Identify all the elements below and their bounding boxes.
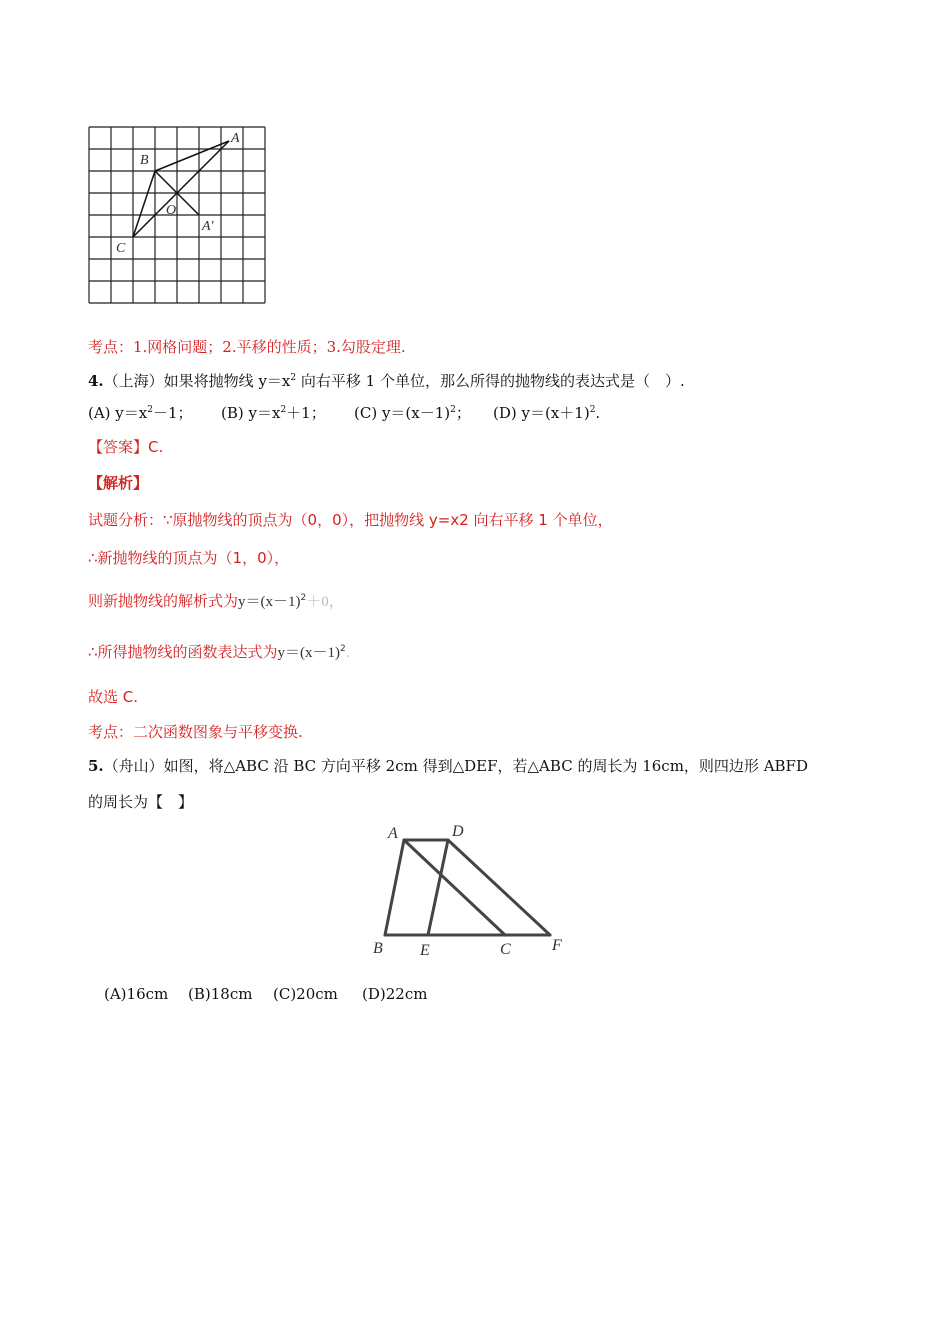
segment-df	[448, 840, 550, 935]
q5-option-a: (A)16cm	[104, 985, 169, 1003]
label-c: C	[500, 941, 511, 958]
q4-analysis-line1: 试题分析：∵原抛物线的顶点为（0，0），把抛物线 y=x2 向右平移 1 个单位，	[88, 511, 613, 529]
label-e: E	[420, 942, 430, 959]
q5-option-b: (B)18cm	[188, 985, 253, 1003]
q4-option-a: (A) $y=x^2-1$；	[88, 404, 193, 422]
q4-key-points: 考点：二次函数图象与平移变换.	[88, 723, 303, 741]
q5-option-c: (C)20cm	[273, 985, 338, 1003]
q4-choose: 故选 C.	[88, 688, 139, 706]
q4-analysis-line2: ∴新抛物线的顶点为（1，0），	[88, 549, 290, 567]
q4-analysis-line3: 则新抛物线的解析式为$y=(x-1)^2+0$，	[88, 592, 344, 610]
label-f: F	[552, 937, 562, 954]
segment-ac	[404, 840, 505, 935]
q4-analysis-line4: ∴所得抛物线的函数表达式为$y=(x-1)^2$.	[88, 643, 350, 661]
q5-stem-line2: 的周长为【 】	[88, 793, 194, 811]
q5-stem-line1: 5.（舟山）如图，将△ABC 沿 BC 方向平移 2cm 得到△DEF，若△ABC 的周长为 16cm，则四边形 ABFD	[88, 757, 808, 775]
label-o: O	[166, 203, 177, 218]
segment-de	[428, 840, 448, 935]
q3-key-points: 考点：1.网格问题；2.平移的性质；3.勾股定理.	[88, 338, 406, 356]
label-b: B	[140, 153, 149, 168]
q4-number: 4.	[88, 372, 104, 390]
label-a-prime: A′	[202, 219, 214, 234]
q4-option-c: (C) $y=(x-1)^2$；	[354, 404, 471, 422]
grid-lines	[89, 127, 265, 303]
label-b: B	[373, 940, 383, 957]
q4-analysis-title: 【解析】	[88, 474, 149, 492]
grid-figure	[86, 124, 272, 306]
q4-stem: 4.（上海）如果将抛物线 $y=x^2$ 向右平移 1 个单位，那么所得的抛物线的表达式是（ ）.	[88, 372, 685, 390]
q4-option-d: (D) $y=(x+1)^2$.	[493, 404, 601, 422]
translation-figure	[370, 820, 570, 960]
segment-ab	[385, 840, 404, 935]
q5-option-d: (D)22cm	[362, 985, 428, 1003]
q5-number: 5.	[88, 757, 104, 775]
q4-option-b: (B) $y=x^2+1$；	[221, 404, 326, 422]
label-a: A	[231, 131, 240, 146]
q4-answer: 【答案】C.	[88, 438, 164, 456]
label-a: A	[388, 825, 398, 842]
label-c: C	[116, 241, 126, 256]
segment-ba	[155, 141, 229, 171]
label-d: D	[452, 823, 464, 840]
segment-bc	[133, 171, 155, 237]
